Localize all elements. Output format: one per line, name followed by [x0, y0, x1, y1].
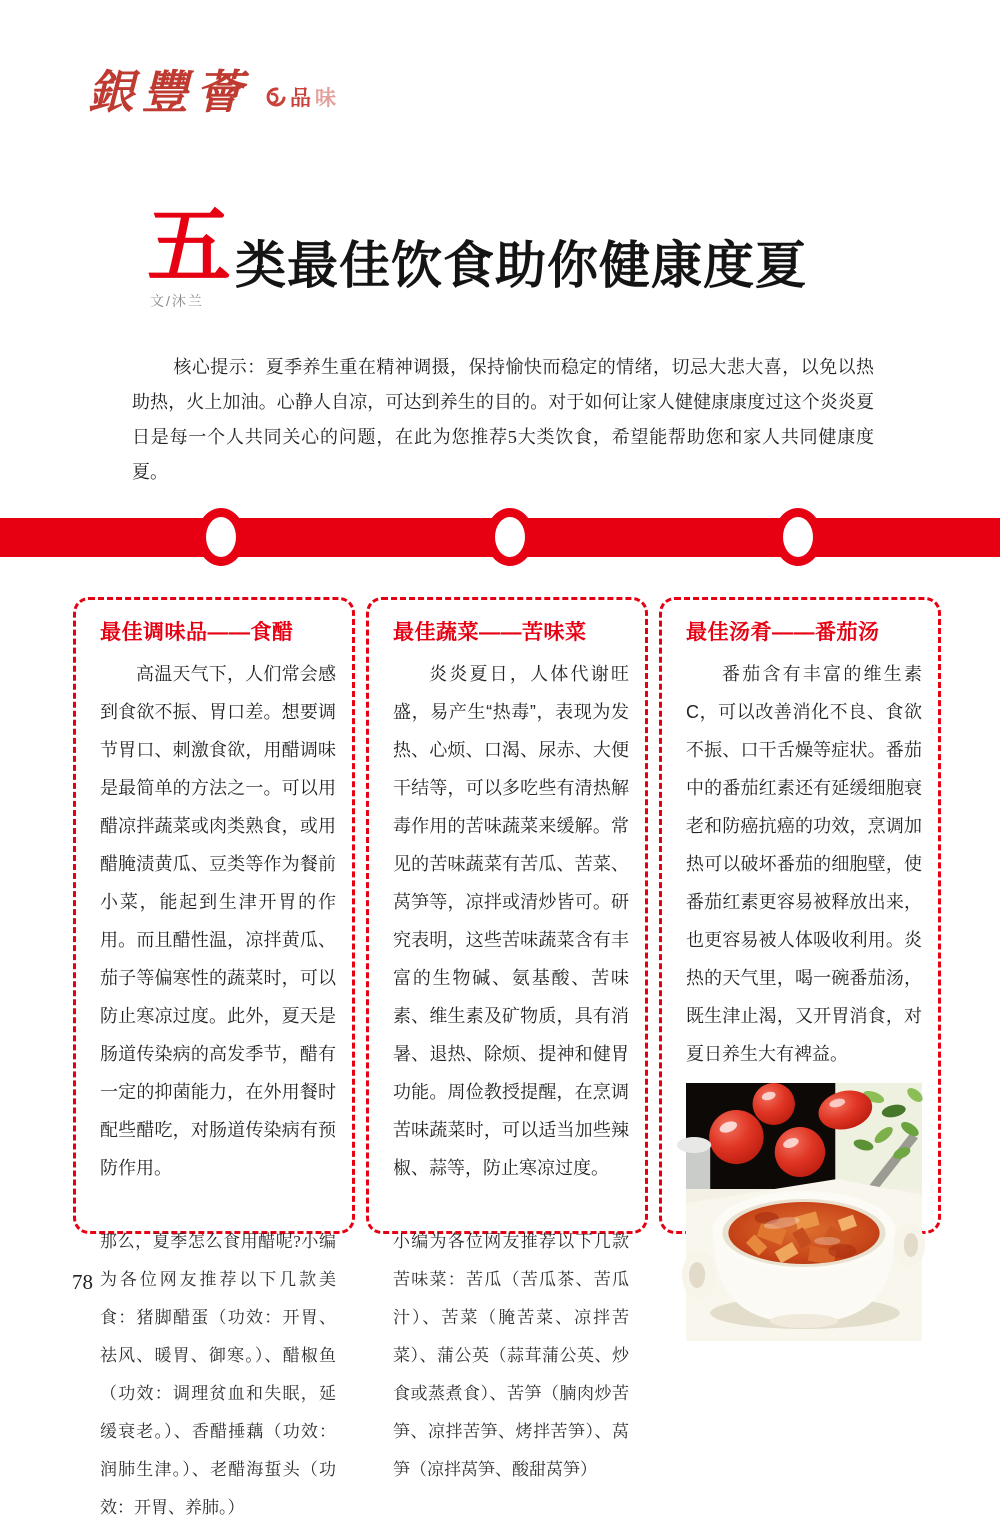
timeline-ring-icon [197, 508, 245, 566]
section-heading: 最佳蔬菜——苦味菜 [393, 621, 587, 644]
byline: 文/沐兰 [150, 293, 204, 309]
section-tip: 那么，夏季怎么食用醋呢?小编为各位网友推荐以下几款美食：猪脚醋蛋（功效：开胃、祛风、暖胃、御寒。）、醋椒鱼（功效：调理贫血和失眠，延缓衰老。）、香醋捶藕（功效：润肺生津。）、老醋海蜇头（功效：开胃、养肺。） [100, 1232, 336, 1517]
section-box-bitter-vegetables [366, 597, 648, 1479]
tagline-char-wei: 味 [315, 87, 336, 110]
section-body: 番茄含有丰富的维生素C，可以改善消化不良、食欲不振、口干舌燥等症状。番茄中的番茄红素还有延缓细胞衰老和防癌抗癌的功效，烹调加热可以破坏番茄的细胞壁，使番茄红素更容易被释放出来，也更容易被人体吸收利用。炎热的天气里，喝一碗番茄汤，既生津止渴，又开胃消食，对夏日养生大有裨益。 [686, 664, 922, 1064]
magazine-logo: 銀豐薈 [88, 67, 250, 118]
title-lead-character: 五 [147, 199, 232, 293]
divider-band [0, 518, 1000, 557]
title-text: 类最佳饮食助你健康度夏 [235, 237, 808, 294]
section-heading: 最佳调味品——食醋 [100, 621, 294, 644]
article-title [147, 199, 808, 298]
section-tip: 小编为各位网友推荐以下几款苦味菜：苦瓜（苦瓜茶、苦瓜汁）、苦菜（腌苦菜、凉拌苦菜）、蒲公英（蒜茸蒲公英、炒食或蒸煮食）、苦笋（腩肉炒苦笋、凉拌苦笋、烤拌苦笋）、莴笋（凉拌莴笋、酸甜莴笋） [393, 1232, 629, 1479]
page-number: 78 [72, 1270, 93, 1294]
timeline-ring-icon [774, 508, 822, 566]
swirl-icon [260, 86, 286, 108]
masthead [88, 67, 336, 118]
tagline-char-pin: 品 [290, 87, 311, 110]
section-body: 炎炎夏日，人体代谢旺盛，易产生“热毒”，表现为发热、心烦、口渴、尿赤、大便干结等，可以多吃些有清热解毒作用的苦味蔬菜来缓解。常见的苦味蔬菜有苦瓜、苦菜、莴笋等，凉拌或清炒皆可。研究表明，这些苦味蔬菜含有丰富的生物碱、氨基酸、苦味素、维生素及矿物质，具有消暑、退热、除烦、提神和健胃功能。周俭教授提醒，在烹调苦味蔬菜时，可以适当加些辣椒、蒜等，防止寒凉过度。 [393, 664, 629, 1178]
timeline-ring-icon [486, 508, 534, 566]
section-box-tomato-soup [659, 597, 941, 1234]
section-body: 高温天气下，人们常会感到食欲不振、胃口差。想要调节胃口、刺激食欲，用醋调味是最简单的方法之一。可以用醋凉拌蔬菜或肉类熟食，或用醋腌渍黄瓜、豆类等作为餐前小菜，能起到生津开胃的作用。而且醋性温，凉拌黄瓜、茄子等偏寒性的蔬菜时，可以防止寒凉过度。此外，夏天是肠道传染病的高发季节，醋有一定的抑菌能力，在外用餐时配些醋吃，对肠道传染病有预防作用。 [100, 664, 336, 1178]
masthead-tagline [260, 82, 336, 112]
section-heading: 最佳汤肴——番茄汤 [686, 621, 880, 644]
tomato-soup-photo [686, 1083, 922, 1341]
intro-paragraph: 核心提示：夏季养生重在精神调摄，保持愉快而稳定的情绪，切忌大悲大喜，以免以热助热，火上加油。心静人自凉，可达到养生的目的。对于如何让家人健健康康度过这个炎炎夏日是每一个人共同关心的问题，在此为您推荐5大类饮食，希望能帮助您和家人共同健康度夏。 [132, 357, 874, 482]
